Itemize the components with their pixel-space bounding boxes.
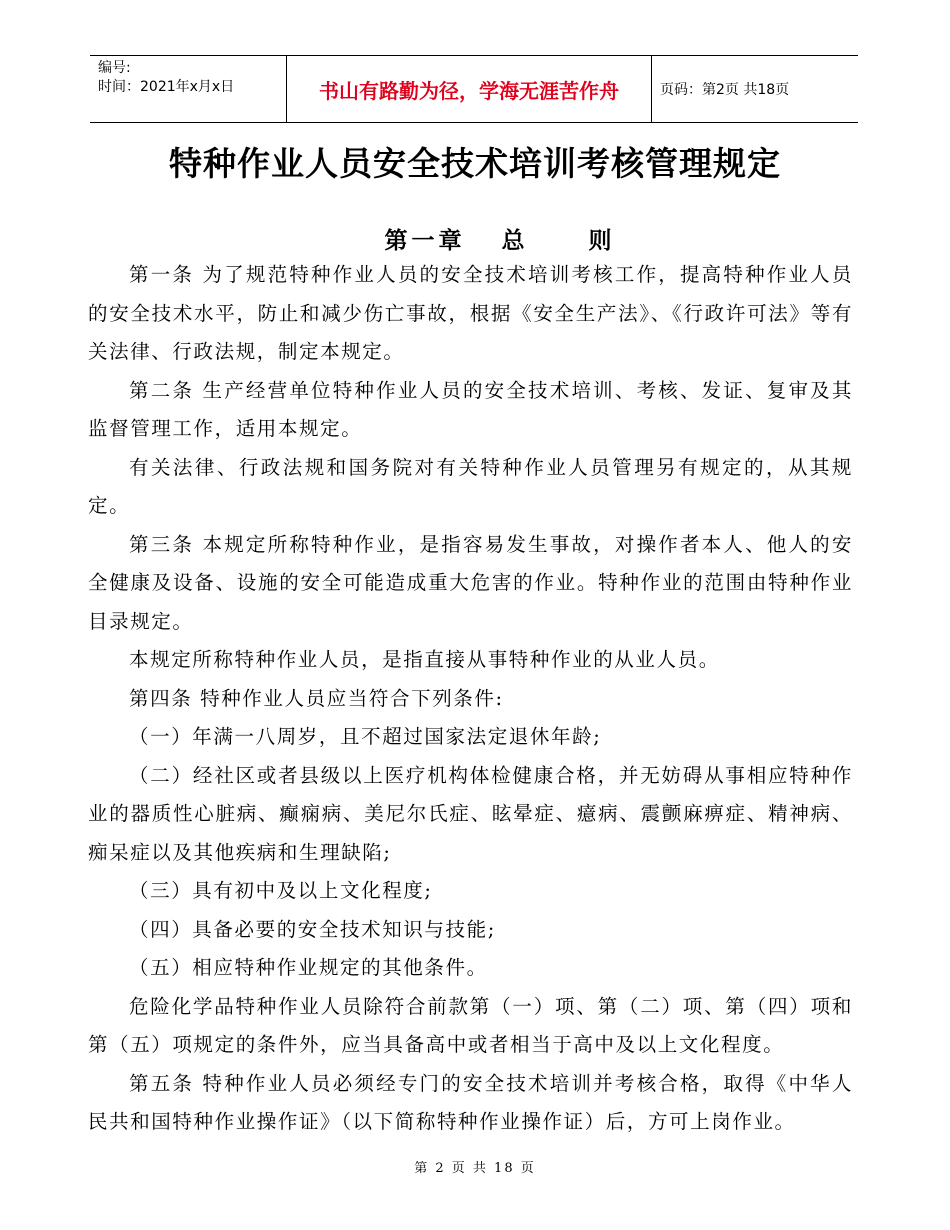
paragraph: 有关法律、行政法规和国务院对有关特种作业人员管理另有规定的，从其规定。 — [88, 455, 853, 517]
paragraph: 第四条 特种作业人员应当符合下列条件: — [129, 686, 504, 710]
page-footer: 第 2 页 共 18 页 — [414, 1161, 536, 1176]
paragraph: （三）具有初中及以上文化程度; — [129, 879, 433, 902]
paragraph: （四）具备必要的安全技术知识与技能; — [129, 917, 496, 941]
paragraph: 第二条 生产经营单位特种作业人员的安全技术培训、考核、发证、复审及其监督管理工作，适用本规定。 — [88, 378, 853, 440]
header-page-info: 页码：第2页 共18页 — [660, 82, 790, 98]
document-title: 特种作业人员安全技术培训考核管理规定 — [169, 144, 781, 183]
paragraph: 本规定所称特种作业人员，是指直接从事特种作业的从业人员。 — [129, 648, 720, 671]
paragraph: 危险化学品特种作业人员除符合前款第（一）项、第（二）项、第（四）项和第（五）项规定的条件外，应当具备高中或者相当于高中及以上文化程度。 — [88, 994, 853, 1056]
document-body — [88, 256, 853, 1142]
header-meta — [90, 56, 286, 122]
time-label: 时间：2021年x月x日 — [98, 79, 235, 95]
chapter-heading: 第一章 总 则 — [384, 228, 616, 254]
paragraph: 第一条 为了规范特种作业人员的安全技术培训考核工作，提高特种作业人员的安全技术水平，防止和减少伤亡事故，根据《安全生产法》、《行政许可法》等有关法律、行政法规，制定本规定。 — [88, 263, 853, 363]
paragraph: （一）年满一八周岁，且不超过国家法定退休年龄; — [129, 725, 602, 748]
header-motto: 书山有路勤为径，学海无涯苦作舟 — [286, 56, 652, 122]
paragraph: （二）经社区或者县级以上医疗机构体检健康合格，并无妨碍从事相应特种作业的器质性心脏病、癫痫病、美尼尔氏症、眩晕症、癔病、震颤麻痹症、精神病、痴呆症以及其他疾病和生理缺陷; — [88, 763, 853, 864]
page-header — [90, 55, 858, 123]
paragraph: 第五条 特种作业人员必须经专门的安全技术培训并考核合格，取得《中华人民共和国特种作业操作证》（以下简称特种作业操作证）后，方可上岗作业。 — [88, 1071, 853, 1133]
number-label: 编号: — [98, 60, 131, 76]
paragraph: （五）相应特种作业规定的其他条件。 — [129, 956, 488, 979]
paragraph: 第三条 本规定所称特种作业，是指容易发生事故，对操作者本人、他人的安全健康及设备、设施的安全可能造成重大危害的作业。特种作业的范围由特种作业目录规定。 — [88, 532, 853, 633]
